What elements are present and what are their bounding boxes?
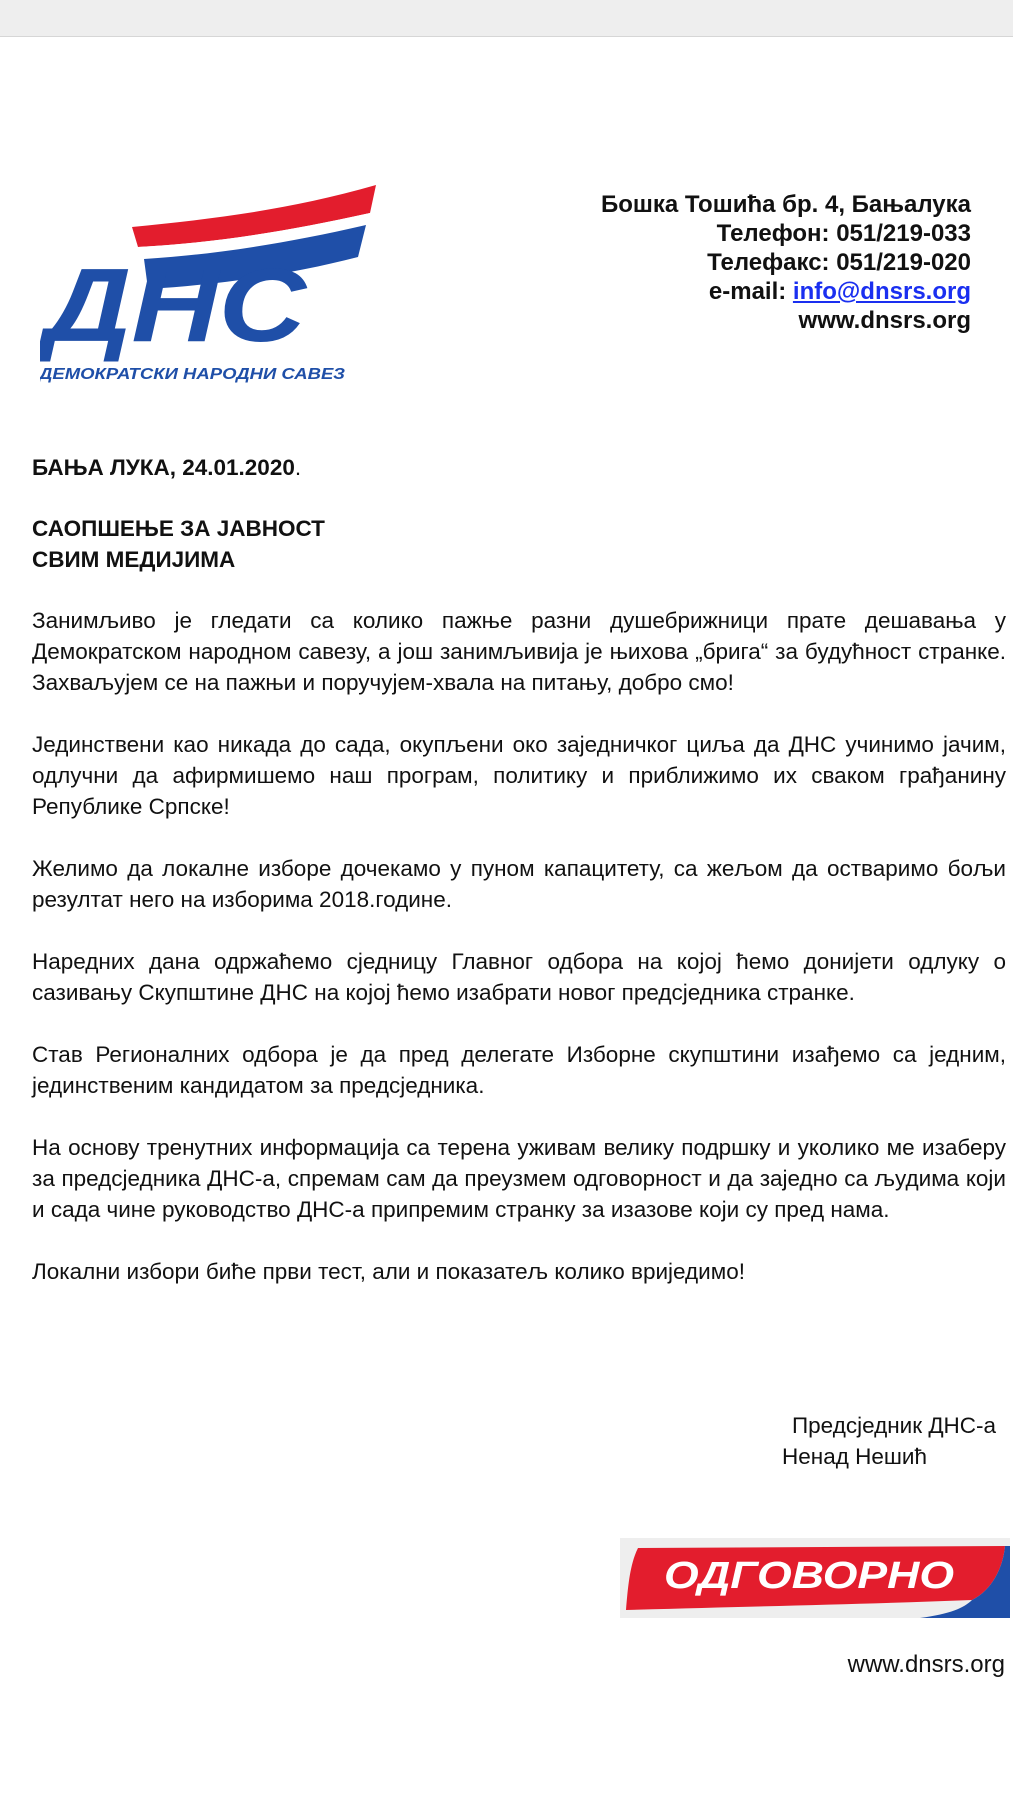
- address-line: Бошка Тошића бр. 4, Бањалука: [600, 191, 971, 218]
- heading-line-1: САОПШЕЊЕ ЗА ЈАВНОСТ: [32, 516, 325, 541]
- place-date-period: .: [294, 455, 302, 480]
- slogan-graphic: [620, 1538, 1010, 1618]
- logo-abbreviation: ДНС: [40, 248, 309, 364]
- email-label: e-mail:: [708, 278, 793, 305]
- signature-name: Ненад Нешић: [782, 1444, 927, 1469]
- heading-line-2: СВИМ МЕДИЈИМА: [32, 547, 236, 572]
- place-date: [32, 452, 1006, 483]
- website-line: www.dnsrs.org: [798, 307, 971, 334]
- paragraph: На основу тренутних информација са терена уживам велику подршку и уколико ме изаберу за предсједника ДНС-а, спремам сам да преузмем одговорност и да заједно са људима који и сада чине руководство ДНС-а припремим странку за изазове који су пред нама.: [32, 1135, 1006, 1222]
- fax-line: Телефакс: 051/219-020: [707, 249, 971, 276]
- paragraph: Желимо да локалне изборе дочекамо у пуном капацитету, са жељом да остваримо бољи резултат него на изборима 2018.године.: [32, 856, 1006, 912]
- press-release-body: [32, 452, 1006, 1318]
- phone-line: Телефон: 051/219-033: [716, 220, 971, 247]
- signature-title: Предсједник ДНС-а: [792, 1413, 997, 1438]
- paragraph: Јединствени као никада до сада, окупљени око заједничког циља да ДНС учинимо јачим, одлучни да афирмишемо наш програм, политику и приближимо их сваком грађанину Републике Српске!: [32, 732, 1006, 819]
- paragraph: Наредних дана одржаћемо сједницу Главног одбора на којој ћемо донијети одлуку о сазивању Скупштине ДНС на којој ћемо изабрати новог предсједника странке.: [32, 949, 1006, 1005]
- slogan-text: ОДГОВОРНО: [664, 1555, 954, 1597]
- document-heading: [32, 513, 1006, 575]
- email-line: [511, 277, 971, 306]
- paragraph: Занимљиво је гледати са колико пажње разни душебрижници прате дешавања у Демократском народном савезу, а још занимљивија је њихова „брига“ за будућност странке. Захваљујем се на пажњи и поручујем-хвала на питању, добро смо!: [32, 608, 1006, 695]
- place-date-text: БАЊА ЛУКА, 24.01.2020: [32, 455, 295, 480]
- paragraph: Став Регионалних одбора је да пред делегате Изборне скупштини изађемо са једним, јединственим кандидатом за предсједника.: [32, 1042, 1006, 1098]
- dns-party-logo: [40, 185, 385, 405]
- signature-block: [782, 1410, 1012, 1472]
- logo-full-name: ДЕМОКРАТСКИ НАРОДНИ САВЕЗ: [40, 366, 346, 383]
- dns-logo-graphic: [40, 185, 385, 405]
- footer-website[interactable]: www.dnsrs.org: [847, 1651, 1005, 1678]
- top-bar: [0, 0, 1013, 37]
- paragraph: Локални избори биће први тест, али и показатељ колико вриједимо!: [32, 1259, 745, 1284]
- slogan-banner: [620, 1538, 1010, 1618]
- email-link[interactable]: info@dnsrs.org: [792, 278, 971, 305]
- contact-block: [511, 190, 971, 335]
